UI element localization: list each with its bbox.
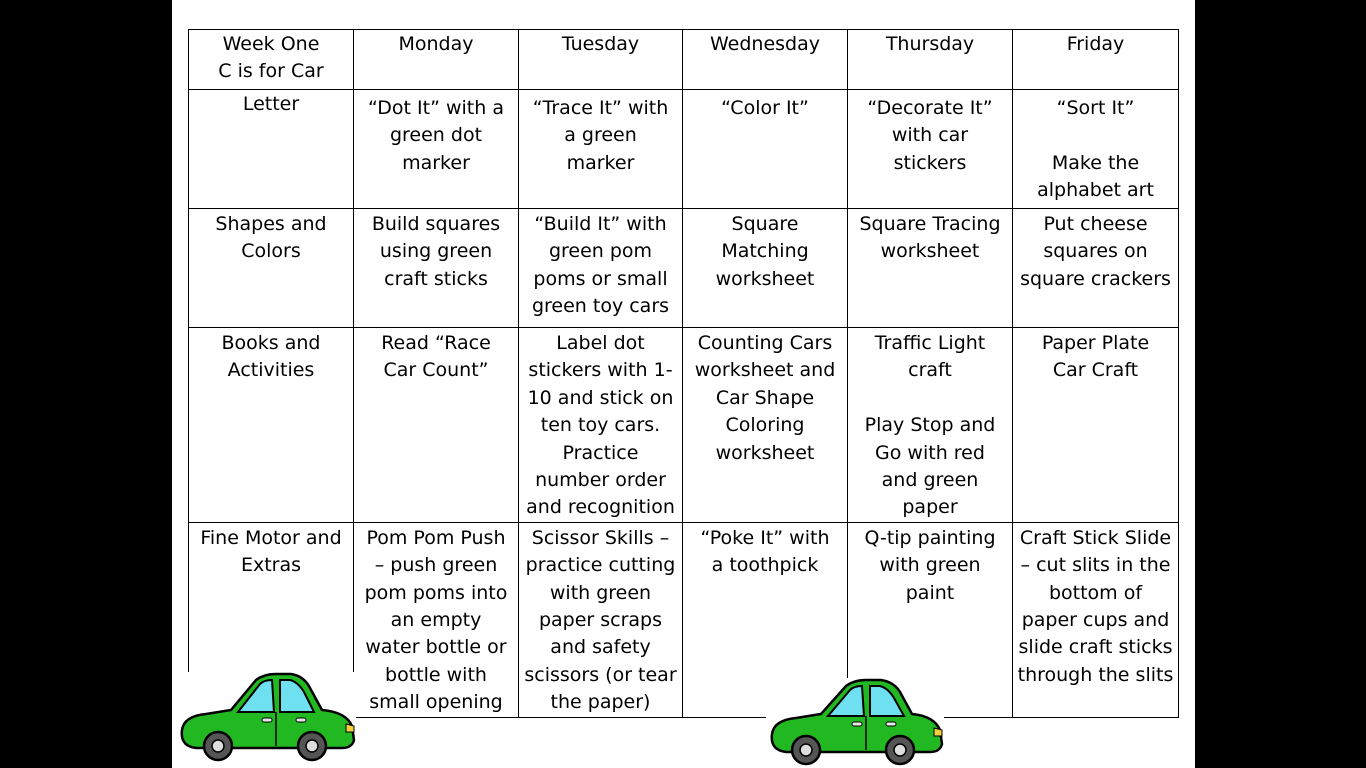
cell-letter-thursday: “Decorate It” with car stickers (848, 90, 1013, 209)
cell-fine-motor-tuesday: Scissor Skills – practice cutting with green paper scraps and safety scissors (or tear the paper) (519, 522, 683, 717)
lesson-plan-page (172, 0, 1195, 768)
cell-books-tuesday: Label dot stickers with 1- 10 and stick on ten toy cars. Practice number order and recognition (519, 328, 683, 523)
day-header-monday: Monday (354, 30, 519, 90)
row-books-activities (189, 328, 1179, 523)
cell-letter-monday: “Dot It” with a green dot marker (354, 90, 519, 209)
row-letter (189, 90, 1179, 209)
weekly-plan-table (188, 29, 1179, 718)
week-title-cell: Week One C is for Car (189, 30, 354, 90)
cell-books-wednesday: Counting Cars worksheet and Car Shape Coloring worksheet (683, 328, 848, 523)
cell-fine-motor-friday: Craft Stick Slide – cut slits in the bottom of paper cups and slide craft sticks through the slits (1013, 522, 1179, 717)
cell-letter-friday: “Sort It” Make the alphabet art (1013, 90, 1179, 209)
day-header-wednesday: Wednesday (683, 30, 848, 90)
cell-fine-motor-monday: Pom Pom Push – push green pom poms into an empty water bottle or bottle with small opening (354, 522, 519, 717)
car-icon-right (766, 678, 944, 768)
day-header-friday: Friday (1013, 30, 1179, 90)
cell-fine-motor-wednesday: “Poke It” with a toothpick (683, 522, 848, 717)
cell-shapes-thursday: Square Tracing worksheet (848, 209, 1013, 328)
row-label-books-activities: Books and Activities (189, 328, 354, 523)
row-label-shapes-colors: Shapes and Colors (189, 209, 354, 328)
cell-fine-motor-thursday: Q-tip painting with green paint (848, 522, 1013, 717)
header-row (189, 30, 1179, 90)
cell-letter-wednesday: “Color It” (683, 90, 848, 209)
row-label-letter: Letter (189, 90, 354, 209)
cell-shapes-monday: Build squares using green craft sticks (354, 209, 519, 328)
cell-books-monday: Read “Race Car Count” (354, 328, 519, 523)
cell-shapes-wednesday: Square Matching worksheet (683, 209, 848, 328)
day-header-tuesday: Tuesday (519, 30, 683, 90)
cell-books-thursday: Traffic Light craft Play Stop and Go with red and green paper (848, 328, 1013, 523)
cell-books-friday: Paper Plate Car Craft (1013, 328, 1179, 523)
row-shapes-colors (189, 209, 1179, 328)
cell-letter-tuesday: “Trace It” with a green marker (519, 90, 683, 209)
row-label-fine-motor: Fine Motor and Extras (189, 522, 354, 717)
cell-shapes-friday: Put cheese squares on square crackers (1013, 209, 1179, 328)
cell-shapes-tuesday: “Build It” with green pom poms or small green toy cars (519, 209, 683, 328)
car-icon-left (176, 672, 356, 766)
day-header-thursday: Thursday (848, 30, 1013, 90)
